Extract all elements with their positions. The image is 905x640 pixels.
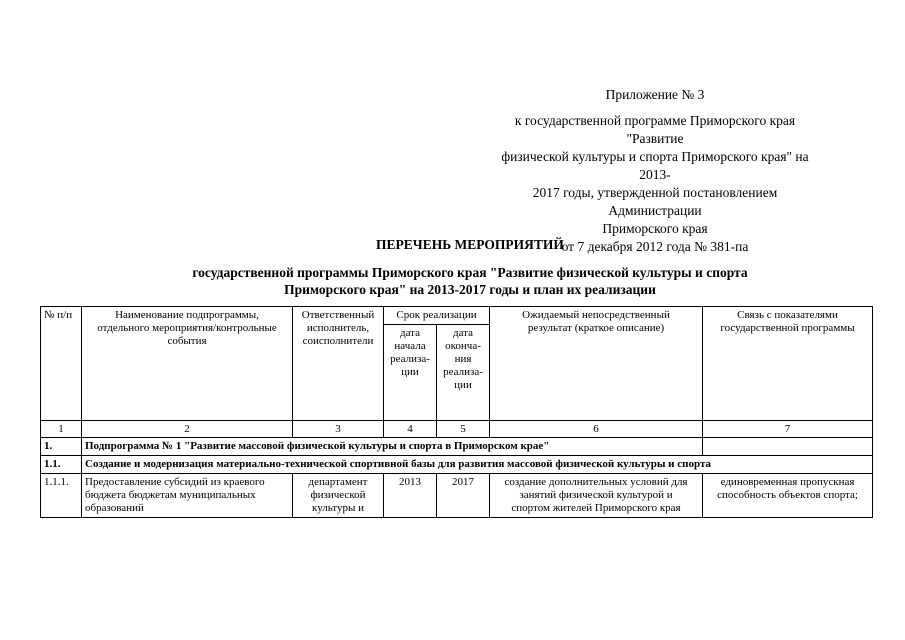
row-responsible: департамент физической культуры и bbox=[293, 474, 384, 518]
header-name: Наименование подпрограммы, отдельного мероприятия/контрольные события bbox=[82, 307, 293, 421]
row-result: создание дополнительных условий для занятий физической культурой и спортом жителей Приморского края bbox=[490, 474, 703, 518]
row-start: 2013 bbox=[384, 474, 437, 518]
column-number: 1 bbox=[41, 421, 82, 438]
column-number: 5 bbox=[437, 421, 490, 438]
column-number-row bbox=[41, 421, 873, 438]
subprogram-row bbox=[41, 438, 873, 456]
column-number: 3 bbox=[293, 421, 384, 438]
row-num: 1.1.1. bbox=[41, 474, 82, 518]
subtitle-line: государственной программы Приморского края "Развитие физической культуры и спорта bbox=[192, 265, 748, 280]
appendix-line: от 7 декабря 2012 года № 381-па bbox=[561, 239, 749, 254]
appendix-line: Приморского края bbox=[602, 221, 708, 236]
header-result: Ожидаемый непосредственный результат (краткое описание) bbox=[490, 307, 703, 421]
appendix-line: 2017 годы, утвержденной постановлением Администрации bbox=[532, 185, 778, 218]
document-subtitle bbox=[60, 264, 880, 298]
table-row bbox=[41, 474, 873, 518]
appendix-block bbox=[490, 86, 820, 256]
row-name: Предоставление субсидий из краевого бюджета бюджетам муниципальных образований bbox=[82, 474, 293, 518]
header-end-date: дата оконча- ния реализа- ции bbox=[437, 325, 490, 421]
header-num: № п/п bbox=[41, 307, 82, 421]
row-link: единовременная пропускная способность объектов спорта; bbox=[703, 474, 873, 518]
appendix-line: к государственной программе Приморского края "Развитие bbox=[514, 113, 796, 146]
column-number: 4 bbox=[384, 421, 437, 438]
subtitle-line: Приморского края" на 2013-2017 годы и план их реализации bbox=[284, 282, 656, 297]
appendix-title: Приложение № 3 bbox=[605, 87, 705, 102]
subprogram-empty-cell bbox=[703, 438, 873, 456]
column-number: 7 bbox=[703, 421, 873, 438]
header-responsible: Ответственный исполнитель, соисполнители bbox=[293, 307, 384, 421]
row-end: 2017 bbox=[437, 474, 490, 518]
document-title: ПЕРЕЧЕНЬ МЕРОПРИЯТИЙ bbox=[376, 237, 564, 252]
section-row bbox=[41, 456, 873, 474]
column-number: 6 bbox=[490, 421, 703, 438]
header-start-date: дата начала реализа- ции bbox=[384, 325, 437, 421]
table-header-row bbox=[41, 307, 873, 325]
header-link: Связь с показателями государственной программы bbox=[703, 307, 873, 421]
subprogram-num: 1. bbox=[41, 438, 82, 456]
appendix-line: физической культуры и спорта Приморского края" на 2013- bbox=[501, 149, 809, 182]
subprogram-title: Подпрограмма № 1 "Развитие массовой физической культуры и спорта в Приморском крае" bbox=[82, 438, 703, 456]
activities-table bbox=[40, 306, 873, 518]
section-title: Создание и модернизация материально-технической спортивной базы для развития массовой физической культуры и спорта bbox=[82, 456, 873, 474]
column-number: 2 bbox=[82, 421, 293, 438]
header-term: Срок реализации bbox=[384, 307, 490, 325]
section-num: 1.1. bbox=[41, 456, 82, 474]
